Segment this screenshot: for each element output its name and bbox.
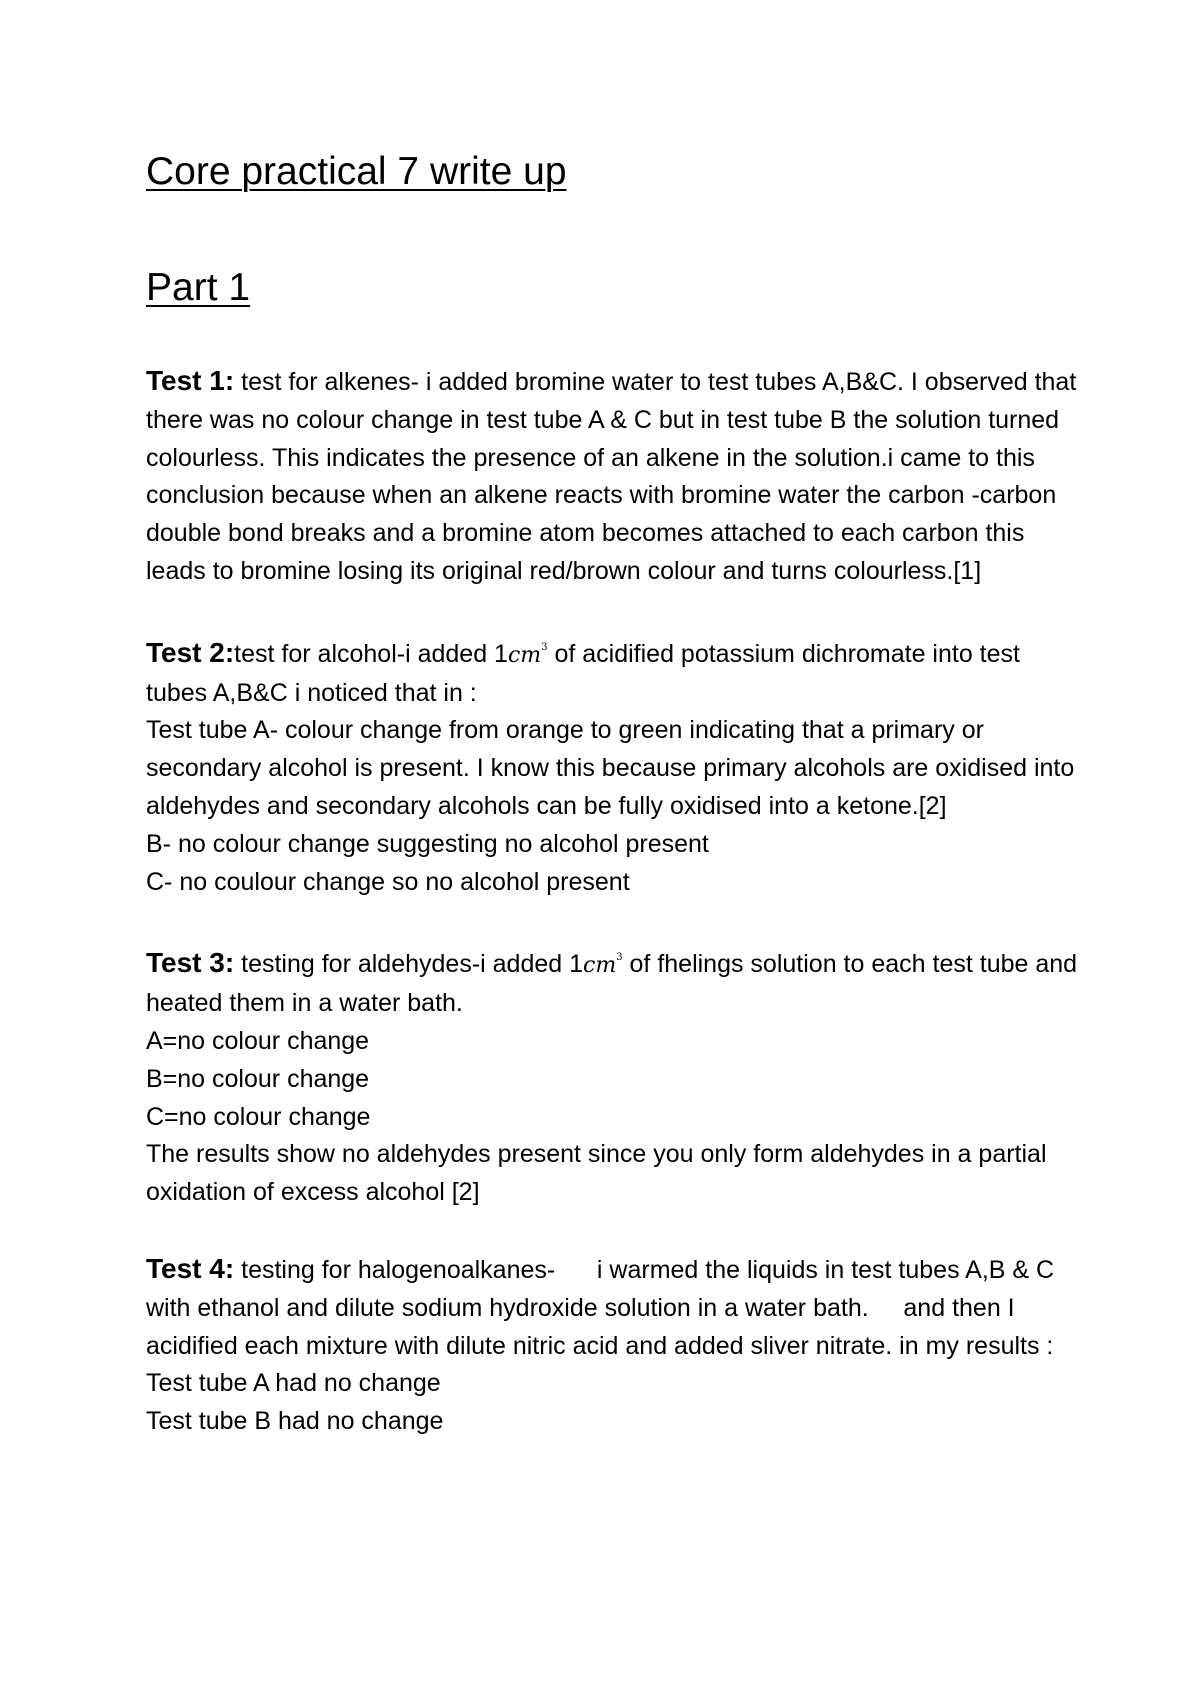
test-3-label: Test 3: xyxy=(146,947,235,979)
test-2-result-c: C- no coulour change so no alcohol present xyxy=(146,867,630,896)
test-3-unit-exponent: 3 xyxy=(616,952,623,964)
part-heading: Part 1 xyxy=(146,266,251,309)
test-3-result-b: B=no colour change xyxy=(146,1064,370,1093)
test-3-intro xyxy=(146,939,1086,1023)
test-4-section xyxy=(146,1250,1086,1441)
test-2-unit xyxy=(508,643,548,668)
test-3-conclusion: The results show no aldehydes present since you only form aldehydes in a partial oxidation of excess alcohol [2] xyxy=(146,1140,1047,1207)
test-2-label: Test 2: xyxy=(146,636,235,668)
test-4-label: Test 4: xyxy=(146,1252,235,1284)
test-3-intro-b: of fhelings solution to each test tube and heated them in a water bath. xyxy=(146,950,1078,1018)
test-2-intro-b: of acidified potassium dichromate into test tubes A,B&C i noticed that in : xyxy=(146,639,1020,707)
test-1-paragraph xyxy=(146,362,1086,591)
test-4-text-a: testing for halogenoalkanes- xyxy=(234,1255,556,1284)
test-4-result-b: Test tube B had no change xyxy=(146,1407,444,1436)
test-4-intro xyxy=(146,1250,1086,1365)
test-2-intro-a: test for alcohol-i added 1 xyxy=(234,639,508,668)
test-2-unit-exponent: 3 xyxy=(541,641,548,653)
test-3-unit-text: cm xyxy=(583,953,617,979)
test-2-result-b: B- no colour change suggesting no alcohol present xyxy=(146,829,709,858)
test-4-result-a: Test tube A had no change xyxy=(146,1369,441,1398)
test-3-unit xyxy=(583,953,623,978)
test-2-intro xyxy=(146,629,1086,713)
test-4-text-b: i warmed the liquids in test tubes A,B & C with ethanol and dilute sodium hydroxide solution in a water bath. xyxy=(146,1255,1055,1322)
test-2-unit-text: cm xyxy=(507,642,542,668)
test-1-label: Test 1: xyxy=(146,365,235,396)
test-2-result-a: Test tube A- colour change from orange to green indicating that a primary or secondary alcohol is present. I know this because primary alcohols are oxidised into aldehydes and secondary alcohols can be fully oxidised into a ketone.[2] xyxy=(146,716,1075,820)
test-3-result-a: A=no colour change xyxy=(146,1026,370,1055)
document-title: Core practical 7 write up xyxy=(146,150,567,193)
document-body xyxy=(146,148,1086,1441)
test-3-section xyxy=(146,939,1086,1212)
test-3-intro-a: testing for aldehydes-i added 1 xyxy=(234,950,584,979)
test-2-section xyxy=(146,629,1086,902)
test-4-text-c: and then I acidified each mixture with dilute nitric acid and added sliver nitrate. in my results : xyxy=(146,1293,1054,1360)
test-3-result-c: C=no colour change xyxy=(146,1102,371,1131)
test-1-text: test for alkenes- i added bromine water to test tubes A,B&C. I observed that there was no colour change in test tube A & C but in test tube B the solution turned colourless. This indicates the presence of an alkene in the solution.i came to this conclusion because when an alkene reacts with bromine water the carbon -carbon double bond breaks and a bromine atom becomes attached to each carbon this leads to bromine losing its original red/brown colour and turns colourless.[1] xyxy=(146,368,1077,585)
